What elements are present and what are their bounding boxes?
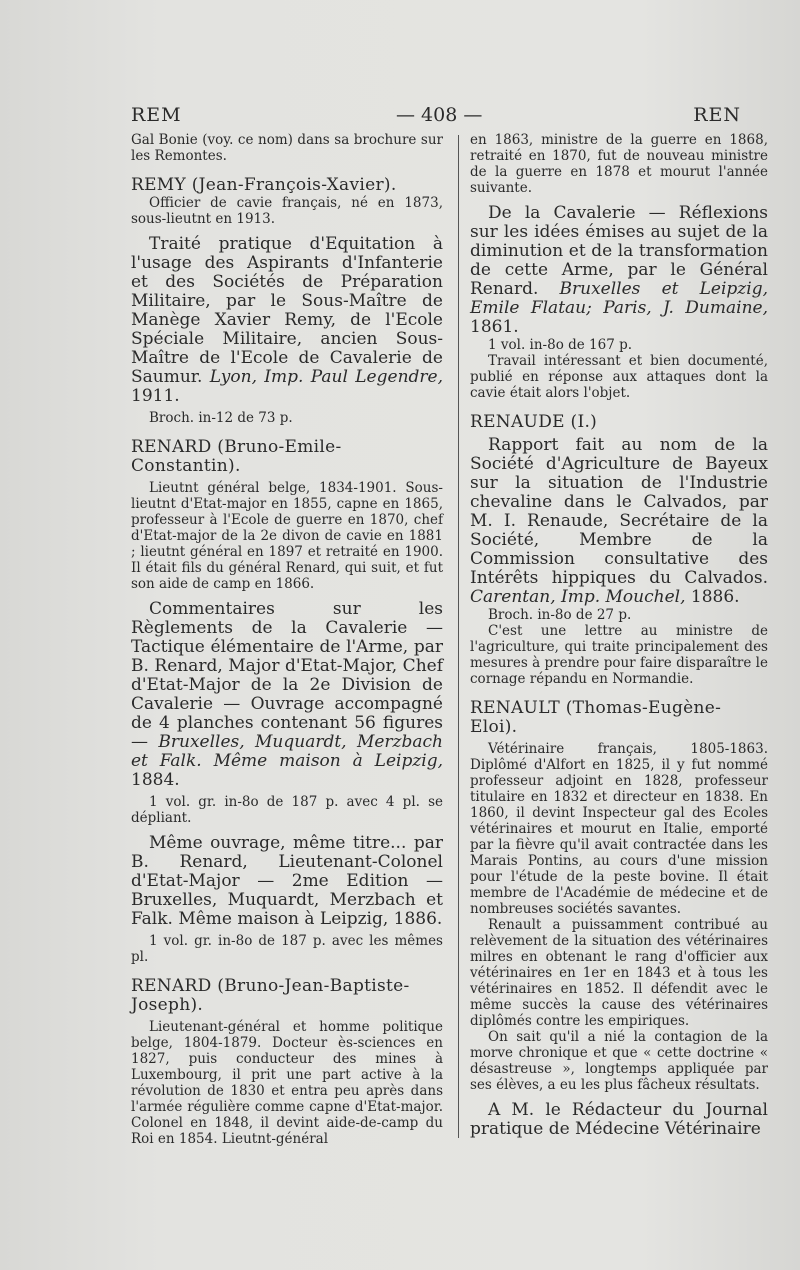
imprint-renard-be: Bruxelles, Muquardt, Merzbach et Falk. Même maison à Leipzig, — [131, 732, 443, 771]
format-renard-be: 1 vol. gr. in-8o de 187 p. avec 4 pl. se dépliant. — [131, 794, 443, 826]
bio3-renault: On sait qu'il a nié la contagion de la morve chronique et que « cette doctrine « désastreuse », longtemps appliquée par ses élèves, a eu les plus fâcheux résultats. — [470, 1029, 768, 1093]
bio-renard-bj: Lieutenant-général et homme politique belge, 1804-1879. Docteur ès-sciences en 1827, puis conducteur des mines à Luxembourg, il prit une part active à la révolution de 1830 et entra peu après dans l'armée régulière comme capne d'Etat-major. Colonel en 1848, il devint aide-de-camp du Roi en 1854. Lieutnt-général — [131, 1019, 443, 1147]
imprint-renard-bj: Bruxelles et Leipzig, Emile Flatau; Paris, J. Dumaine, — [470, 279, 768, 318]
year-renard-be: 1884. — [131, 770, 180, 790]
right-column — [470, 132, 768, 1139]
entry-heading-renaude: RENAUDE (I.) — [470, 412, 598, 432]
title-renaude: Rapport fait au nom de la Société d'Agriculture de Bayeux sur la situation de l'Industrie chevaline dans le Calvados, par M. I. Renaude, Secrétaire de la Société, Membre de la Commission consultative des Intérêts hippiques du Calvados. Carentan, Imp. Mouchel, 1886. — [470, 435, 768, 607]
title-renard-bj: De la Cavalerie — Réflexions sur les idées émises au sujet de la diminution et de la transformation de cette Arme, par le Général Renard. Bruxelles et Leipzig, Emile Flatau; Paris, J. Dumaine, 1861. — [470, 203, 768, 337]
format-remy: Broch. in-12 de 73 p. — [149, 410, 293, 426]
entry-heading-remy: REMY (Jean-François-Xavier). — [131, 175, 397, 195]
note-renard-bj: Travail intéressant et bien documenté, publié en réponse aux attaques dont la cavie était alors l'objet. — [470, 353, 768, 401]
header-left: REM — [131, 104, 182, 126]
column-divider — [458, 135, 459, 1138]
intro-text: Gal Bonie (voy. ce nom) dans sa brochure sur les Remontes. — [131, 132, 443, 164]
year-renard-bj: 1861. — [470, 317, 519, 337]
imprint-renaude: Carentan, Imp. Mouchel, — [470, 587, 686, 607]
format2-renard-be: 1 vol. gr. in-8o de 187 p. avec les mêmes pl. — [131, 933, 443, 965]
bio-renard-bj-cont: en 1863, ministre de la guerre en 1868, retraité en 1870, fut de nouveau ministre de la guerre en 1878 et mourut l'année suivante. — [470, 132, 768, 196]
title-renard-be: Commentaires sur les Règlements de la Cavalerie — Tactique élémentaire de l'Arme, par B. Renard, Major d'Etat-Major, Chef d'Etat-Major de la 2e Division de Cavalerie — Ouvrage accompagné de 4 planches contenant 56 figures — Bruxelles, Muquardt, Merzbach et Falk. Même maison à Leipzig, 1884. — [131, 599, 443, 790]
left-column — [131, 132, 443, 1147]
page-number: — 408 — — [396, 104, 483, 126]
entry-heading-renard-be: RENARD (Bruno-Emile-Constantin). — [131, 437, 342, 476]
entry-heading-renard-bj: RENARD (Bruno-Jean-Baptiste-Joseph). — [131, 976, 410, 1015]
format-renaude: Broch. in-8o de 27 p. — [488, 607, 632, 623]
title-remy: Traité pratique d'Equitation à l'usage des Aspirants d'Infanterie et des Sociétés de Préparation Militaire, par le Sous-Maître de Manège Xavier Remy, de l'Ecole Spéciale Militaire, ancien Sous-Maître de l'Ecole de Cavalerie de Saumur. Lyon, Imp. Paul Legendre, 1911. — [131, 234, 443, 406]
header-right: REN — [693, 104, 741, 126]
bio-remy: Officier de cavie français, né en 1873, sous-lieutnt en 1913. — [131, 195, 443, 227]
title2-renard-be: Même ouvrage, même titre... par B. Renard, Lieutenant-Colonel d'Etat-Major — 2me Edition — Bruxelles, Muquardt, Merzbach et Falk. Même maison à Leipzig, 1886. — [131, 833, 443, 929]
format-renard-bj: 1 vol. in-8o de 167 p. — [488, 337, 633, 353]
note-renaude: C'est une lettre au ministre de l'agriculture, qui traite principalement des mesures à prendre pour faire disparaître le cornage répandu en Normandie. — [470, 623, 768, 687]
year-renaude: 1886. — [690, 587, 740, 607]
imprint-remy: Lyon, Imp. Paul Legendre, — [209, 367, 443, 387]
bio-renard-be: Lieutnt général belge, 1834-1901. Sous-lieutnt d'Etat-major en 1855, capne en 1865, professeur à l'Ecole de guerre en 1870, chef d'Etat-major de la 2e divon de cavie en 1881 ; lieutnt général en 1897 et retraité en 1900. Il était fils du général Renard, qui suit, et fut son aide de camp en 1866. — [131, 480, 443, 592]
bio-renault: Vétérinaire français, 1805-1863. Diplômé d'Alfort en 1825, il y fut nommé professeur adjoint en 1828, professeur titulaire en 1832 et directeur en 1838. En 1860, il devint Inspecteur gal des Ecoles vétérinaires et mourut en Italie, emporté par la fièvre qu'il avait contractée dans les Marais Pontins, au cours d'une mission pour l'étude de la peste bovine. Il était membre de l'Académie de médecine et de nombreuses sociétés savantes. — [470, 741, 768, 917]
page-header — [131, 104, 741, 134]
bio2-renault: Renault a puissamment contribué au relèvement de la situation des vétérinaires milres en obtenant le rang d'officier aux vétérinaires en 1er en 1843 et à tous les vétérinaires en 1852. Il défendit avec le même succès la cause des vétérinaires diplômés contre les empiriques. — [470, 917, 768, 1029]
title-renault: A M. le Rédacteur du Journal pratique de Médecine Vétérinaire — [470, 1100, 768, 1139]
year-remy: 1911. — [131, 386, 180, 406]
entry-heading-renault: RENAULT (Thomas-Eugène-Eloi). — [470, 698, 722, 737]
